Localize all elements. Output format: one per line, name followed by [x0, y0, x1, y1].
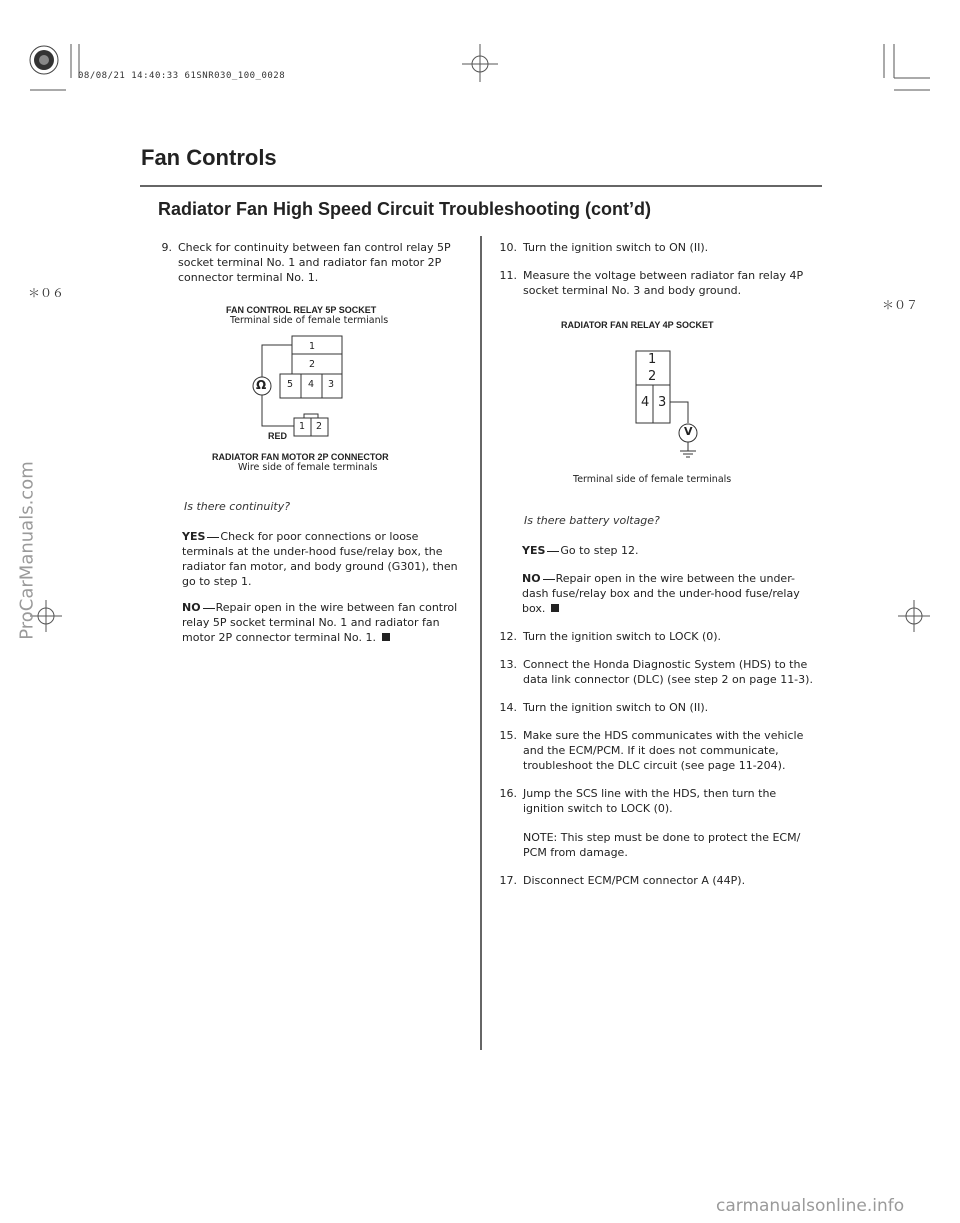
relay-pin-3: 3 [328, 379, 335, 390]
relay-4p-sublabel: Terminal side of female terminals [573, 474, 732, 485]
motor-2p-label: RADIATOR FAN MOTOR 2P CONNECTOR [212, 452, 389, 462]
crosshair-top-icon [462, 44, 498, 82]
relay-pin-4: 4 [308, 379, 315, 390]
continuity-question: Is there continuity? [184, 500, 291, 513]
relay4-pin-3: 3 [658, 395, 667, 410]
end-mark-icon [551, 604, 559, 612]
voltage-diagram [630, 345, 710, 475]
ground-icon [680, 451, 696, 457]
relay-pin-5: 5 [287, 379, 294, 390]
crosshair-right-icon [898, 600, 930, 632]
relay-5p-label: FAN CONTROL RELAY 5P SOCKET [226, 305, 377, 315]
relay4-pin-4: 4 [641, 395, 650, 410]
motor-pin-2: 2 [316, 421, 323, 432]
yes-label-2: YES [522, 544, 546, 557]
end-mark-icon [382, 633, 390, 641]
side-watermark: ProCarManuals.com [16, 461, 38, 640]
relay-5p-sublabel: Terminal side of female termianls [230, 315, 389, 326]
ohm-symbol: Ω [256, 378, 267, 392]
bottom-watermark: carmanualsonline.info [716, 1196, 905, 1216]
section-title: Radiator Fan High Speed Circuit Troubleshooting (cont’d) [158, 199, 651, 219]
wire-color-label: RED [268, 431, 288, 441]
relay-pin-2: 2 [309, 359, 316, 370]
voltage-yes-block: YES Go to step 12. [522, 544, 639, 557]
step-number: 9. [161, 241, 172, 254]
continuity-no-block: NO Repair open in the wire between fan control relay 5P socket terminal No. 1 and radiator fan motor 2P connector terminal No. 1. [182, 601, 458, 644]
margin-mark-left: ＊０６ [28, 286, 65, 300]
yes-label: YES [182, 530, 206, 543]
step-text: Check for continuity between fan control relay 5P socket terminal No. 1 and radiator fan motor 2P connector terminal No. 1. [178, 241, 451, 284]
motor-pin-1: 1 [299, 421, 306, 432]
continuity-yes-block: YES Check for poor connections or loose terminals at the under-hood fuse/relay box, the radiator fan motor, and body ground (G301), then go to step 1. [182, 530, 458, 588]
no-label-2: NO [522, 572, 541, 585]
print-stamp: 08/08/21 14:40:33 61SNR030_100_0028 [78, 71, 286, 81]
voltage-question: Is there battery voltage? [524, 514, 660, 527]
no-label: NO [182, 601, 201, 614]
registration-target-icon [30, 46, 58, 74]
margin-mark-right: ＊０７ [882, 298, 919, 312]
volt-symbol: V [684, 425, 693, 438]
relay-4p-label: RADIATOR FAN RELAY 4P SOCKET [561, 320, 714, 330]
voltage-no-block: NO Repair open in the wire between the under- dash fuse/relay box and the under-hood fuse/relay box. [522, 572, 800, 615]
relay-pin-1: 1 [309, 341, 316, 352]
motor-2p-sublabel: Wire side of female terminals [238, 462, 378, 473]
page-title: Fan Controls [141, 145, 277, 170]
relay4-pin-2: 2 [648, 369, 657, 384]
relay4-pin-1: 1 [648, 352, 657, 367]
step-16-note: NOTE: This step must be done to protect the ECM/ [523, 831, 801, 844]
